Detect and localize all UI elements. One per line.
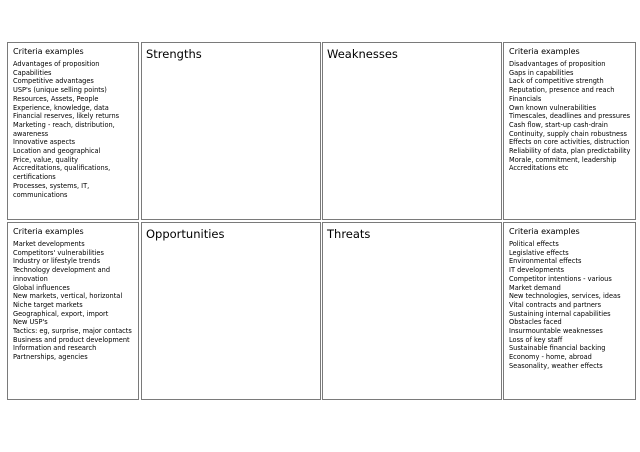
criteria-item: IT developments <box>509 266 565 275</box>
weaknesses-quadrant[interactable] <box>322 42 502 220</box>
criteria-item: USP's (unique selling points) <box>13 86 107 95</box>
criteria-item: Environmental effects <box>509 257 582 266</box>
weaknesses-title: Weaknesses <box>327 47 398 61</box>
criteria-item: Sustainable financial backing <box>509 344 606 353</box>
strengths-criteria-list <box>8 60 138 199</box>
criteria-item: Competitors' vulnerabilities <box>13 248 104 257</box>
criteria-item: Partnerships, agencies <box>13 353 88 362</box>
criteria-item: Niche target markets <box>13 300 83 309</box>
criteria-item: Experience, knowledge, data <box>13 103 109 112</box>
criteria-item: Processes, systems, IT, communications <box>13 181 90 199</box>
criteria-item: Gaps in capabilities <box>509 68 574 77</box>
criteria-item: Competitor intentions - various <box>509 274 612 283</box>
criteria-item: Lack of competitive strength <box>509 77 604 86</box>
criteria-item: Geographical, export, import <box>13 309 109 318</box>
criteria-item: Cash flow, start-up cash-drain <box>509 120 608 129</box>
criteria-item: Sustaining internal capabilities <box>509 309 611 318</box>
strengths-criteria-title: Criteria examples <box>13 47 84 56</box>
criteria-item: Loss of key staff <box>509 335 563 344</box>
criteria-item: Vital contracts and partners <box>509 300 602 309</box>
weaknesses-criteria-panel <box>503 42 636 220</box>
criteria-item: Reputation, presence and reach <box>509 86 615 95</box>
criteria-item: Information and research <box>13 344 97 353</box>
criteria-item: Business and product development <box>13 335 130 344</box>
criteria-item: Global influences <box>13 283 70 292</box>
criteria-item: Insurmountable weaknesses <box>509 327 603 336</box>
criteria-item: Location and geographical <box>13 147 101 156</box>
criteria-item: Market developments <box>13 240 85 248</box>
criteria-item: Legislative effects <box>509 248 569 257</box>
criteria-item: New technologies, services, ideas <box>509 292 621 301</box>
criteria-item: New markets, vertical, horizontal <box>13 292 123 301</box>
criteria-item: Marketing - reach, distribution, awareness <box>13 120 115 138</box>
criteria-item: Financials <box>509 94 542 103</box>
criteria-item: New USP's <box>13 318 48 327</box>
criteria-item: Capabilities <box>13 68 52 77</box>
criteria-item: Morale, commitment, leadership <box>509 155 617 164</box>
strengths-criteria-panel <box>7 42 139 220</box>
criteria-item: Effects on core activities, distruction <box>509 138 630 147</box>
criteria-item: Industry or lifestyle trends <box>13 257 101 266</box>
criteria-item: Political effects <box>509 240 559 248</box>
swot-matrix <box>7 42 640 400</box>
opportunities-title: Opportunities <box>146 227 225 241</box>
criteria-item: Continuity, supply chain robustness <box>509 129 627 138</box>
criteria-item: Financial reserves, likely returns <box>13 112 120 121</box>
criteria-item: Accreditations, qualifications, certifications <box>13 164 111 182</box>
criteria-item: Accreditations etc <box>509 164 569 173</box>
criteria-item: Seasonality, weather effects <box>509 361 603 370</box>
criteria-item: Economy - home, abroad <box>509 353 592 362</box>
threats-quadrant[interactable] <box>322 222 502 400</box>
threats-criteria-title: Criteria examples <box>509 227 580 236</box>
criteria-item: Timescales, deadlines and pressures <box>509 112 631 121</box>
opportunities-criteria-title: Criteria examples <box>13 227 84 236</box>
criteria-item: Advantages of proposition <box>13 60 100 68</box>
opportunities-criteria-panel <box>7 222 139 400</box>
threats-title: Threats <box>327 227 371 241</box>
opportunities-criteria-list <box>8 240 138 362</box>
criteria-item: Resources, Assets, People <box>13 94 99 103</box>
threats-criteria-list <box>504 240 635 371</box>
criteria-item: Disadvantages of proposition <box>509 60 606 68</box>
criteria-item: Obstacles faced <box>509 318 562 327</box>
criteria-item: Competitive advantages <box>13 77 94 86</box>
criteria-item: Technology development and innovation <box>13 266 111 283</box>
threats-criteria-panel <box>503 222 636 400</box>
criteria-item: Innovative aspects <box>13 138 76 147</box>
criteria-item: Reliability of data, plan predictability <box>509 147 631 156</box>
strengths-title: Strengths <box>146 47 202 61</box>
opportunities-quadrant[interactable] <box>141 222 321 400</box>
weaknesses-criteria-list <box>504 60 635 173</box>
criteria-item: Own known vulnerabilities <box>509 103 597 112</box>
criteria-item: Market demand <box>509 283 561 292</box>
strengths-quadrant[interactable] <box>141 42 321 220</box>
criteria-item: Price, value, quality <box>13 155 79 164</box>
weaknesses-criteria-title: Criteria examples <box>509 47 580 56</box>
criteria-item: Tactics: eg, surprise, major contacts <box>13 327 132 336</box>
